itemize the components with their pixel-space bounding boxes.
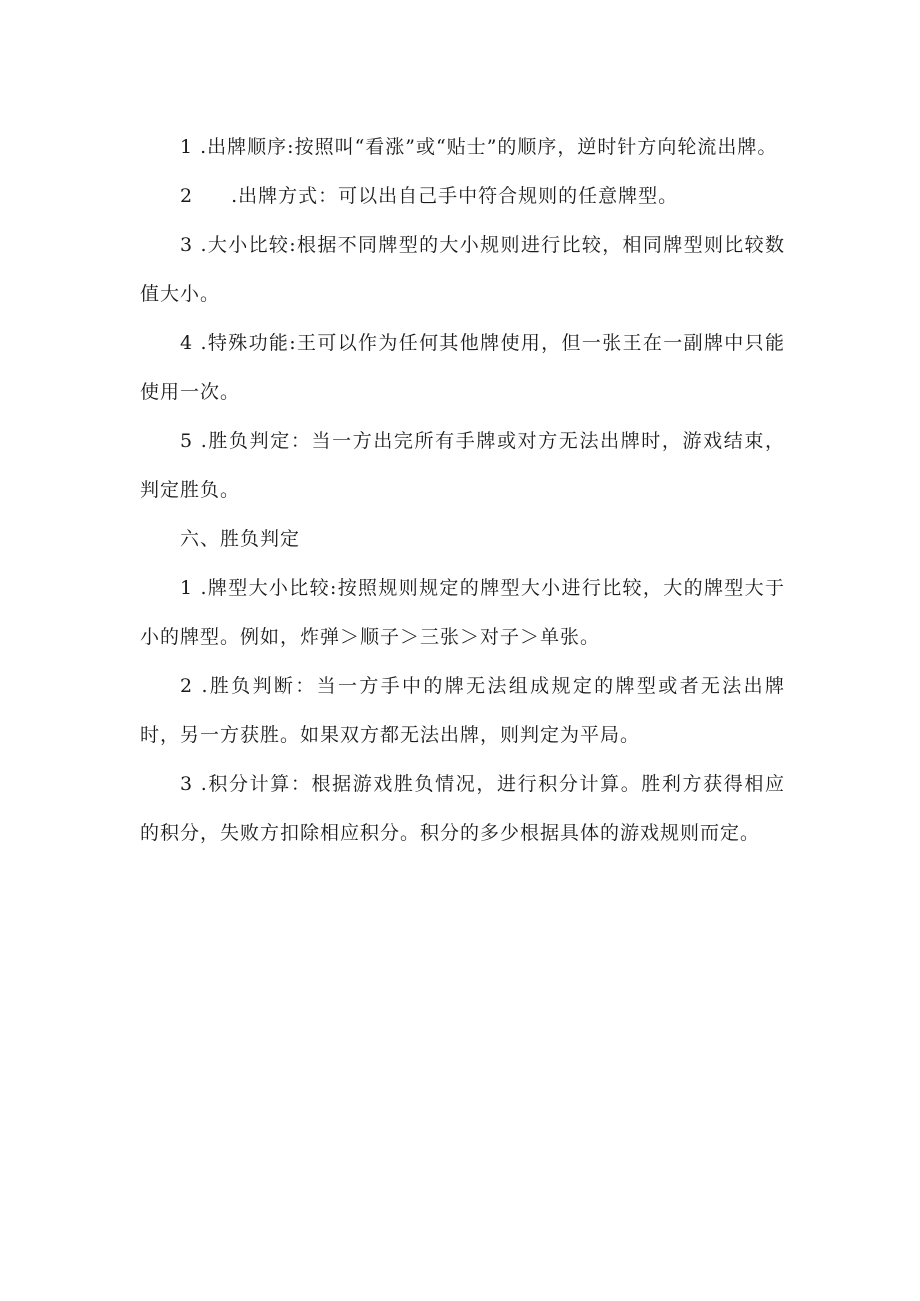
item-text: .出牌顺序:按照叫“看涨”或“贴士”的顺序，逆时针方向轮流出牌。 xyxy=(200,136,778,158)
item-number: 4 xyxy=(180,332,194,354)
item-number: 2 xyxy=(180,185,194,207)
result-item-2 xyxy=(140,662,785,760)
document-body xyxy=(140,123,785,858)
item-number: 2 xyxy=(180,675,194,697)
item-text: .胜负判定：当一方出完所有手牌或对方无法出牌时，游戏结束，判定胜负。 xyxy=(140,430,785,501)
item-number: 1 xyxy=(180,136,194,158)
item-number: 5 xyxy=(180,430,194,452)
section-heading: 六、胜负判定 xyxy=(180,528,301,550)
item-text: .大小比较:根据不同牌型的大小规则进行比较，相同牌型则比较数值大小。 xyxy=(140,234,785,305)
item-text: .特殊功能:王可以作为任何其他牌使用，但一张王在一副牌中只能使用一次。 xyxy=(140,332,785,403)
item-text: .积分计算：根据游戏胜负情况，进行积分计算。胜利方获得相应的积分，失败方扣除相应积分。积分的多少根据具体的游戏规则而定。 xyxy=(140,773,785,844)
rule-item-5 xyxy=(140,417,785,515)
item-number: 3 xyxy=(180,234,194,256)
rule-item-1 xyxy=(140,123,785,172)
rule-item-4 xyxy=(140,319,785,417)
item-text: .胜负判断：当一方手中的牌无法组成规定的牌型或者无法出牌时，另一方获胜。如果双方都无法出牌，则判定为平局。 xyxy=(140,675,785,746)
result-item-3 xyxy=(140,760,785,858)
rule-item-2 xyxy=(140,172,785,221)
item-number: 3 xyxy=(180,773,194,795)
item-text: .牌型大小比较:按照规则规定的牌型大小进行比较，大的牌型大于小的牌型。例如，炸弹＞顺子＞三张＞对子＞单张。 xyxy=(140,577,785,648)
item-number: 1 xyxy=(180,577,194,599)
rule-item-3 xyxy=(140,221,785,319)
item-text: .出牌方式：可以出自己手中符合规则的任意牌型。 xyxy=(231,185,679,207)
result-item-1 xyxy=(140,564,785,662)
